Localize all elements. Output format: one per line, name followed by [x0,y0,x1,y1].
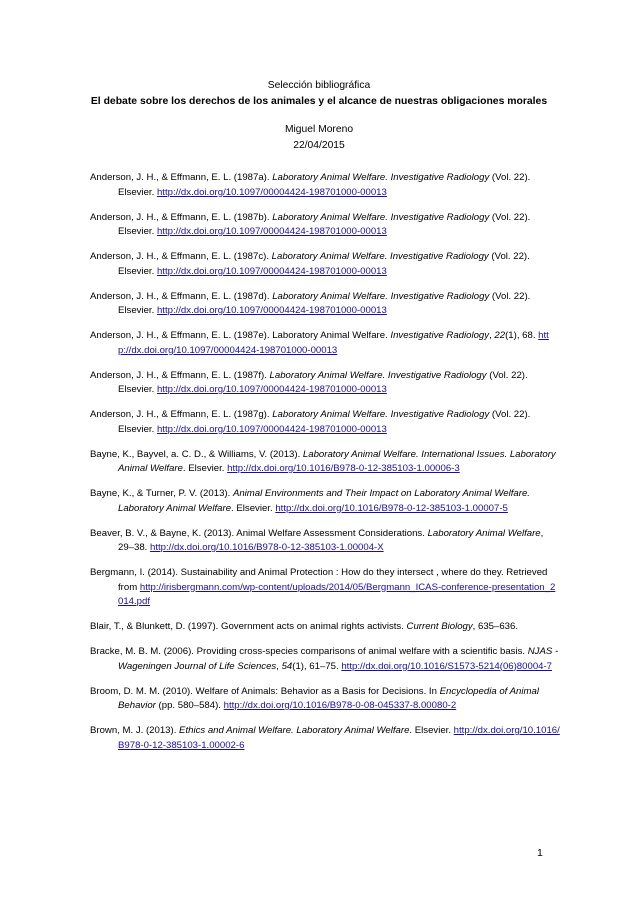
reference-entry [90,250,560,279]
reference-italic: Laboratory Animal Welfare. Investigative Radiology [272,211,490,223]
doi-link[interactable]: http://dx.doi.org/10.1097/00004424-198701000-00013 [156,265,387,277]
reference-italic: Animal Environments and Their Impact on Laboratory Animal Welfare. Laboratory Animal Welfare [118,488,530,514]
reference-text: (Vol. 22). Elsevier. [118,369,528,395]
reference-text: Anderson, J. H., & Effmann, E. L. (1987c). [90,251,272,262]
reference-text: Bayne, K., Bayvel, a. C. D., & Williams, V. (2013). [90,448,303,460]
section-label: Selección bibliográfica [267,80,371,91]
reference-text: Anderson, J. H., & Effmann, E. L. (1987b). [90,211,273,223]
doi-link[interactable]: http://dx.doi.org/10.1016/B978-0-08-045337-8.00080-2 [223,700,457,711]
reference-entry [90,645,560,674]
reference-text: (1), 68. [505,330,539,341]
document-title: El debate sobre los derechos de los animales y el alcance de nuestras obligaciones morales [90,96,548,107]
reference-entry [90,171,560,200]
doi-link[interactable]: http://dx.doi.org/10.1016/B978-0-12-385103-1.00006-3 [227,463,460,474]
reference-italic: NJAS - Wageningen Journal of Life Sciences [118,646,559,672]
reference-text: Anderson, J. H., & Effmann, E. L. (1987d). [90,290,273,302]
reference-italic: Encyclopedia of Animal Behavior [118,685,539,711]
reference-italic: Laboratory Animal Welfare. Investigative Radiology [269,369,487,381]
doi-link[interactable]: http://irisbergmann.com/wp-content/uploads/2014/05/Bergmann_ICAS-conference-presentation_2014.pdf [118,581,556,607]
reference-text: , 635–636. [472,621,519,632]
reference-italic: Current Biology [406,621,473,632]
reference-italic: Ethics and Animal Welfare. Laboratory Animal Welfare [179,725,410,736]
reference-entry [90,290,560,319]
doi-link[interactable]: http://dx.doi.org/10.1016/S1573-5214(06)80004-7 [341,660,553,672]
reference-entry [90,408,560,437]
reference-text: Bracke, M. B. M. (2006). Providing cross-species comparisons of animal welfare with a scientific basis. [90,646,528,657]
reference-text: (Vol. 22). Elsevier. [118,251,530,277]
reference-text: Bergmann, I. (2014). Sustainability and Animal Protection : How do they intersect , where do they. Retrieved from [90,567,548,593]
reference-italic: Investigative Radiology [390,330,490,341]
reference-entry [90,487,560,516]
reference-text: , 29–38. [118,527,544,553]
reference-text: , [489,330,495,341]
reference-entry [90,724,560,753]
reference-text: (Vol. 22). Elsevier. [118,409,531,435]
reference-entry [90,527,560,556]
doi-link[interactable]: http://dx.doi.org/10.1016/B978-0-12-385103-1.00004-X [150,542,384,553]
doi-link[interactable]: http://dx.doi.org/10.1016/B978-0-12-385103-1.00002-6 [118,725,560,751]
reference-italic: Laboratory Animal Welfare. Investigative Radiology [272,290,490,302]
reference-entry [90,211,560,240]
document-date: 22/04/2015 [293,140,345,151]
doi-link[interactable]: http://dx.doi.org/10.1097/00004424-198701000-00013 [156,384,387,395]
reference-text: Anderson, J. H., & Effmann, E. L. (1987a). [90,172,273,183]
reference-volume: 22 [494,330,506,341]
reference-text: (Vol. 22). Elsevier. [118,211,531,237]
reference-text: Anderson, J. H., & Effmann, E. L. (1987e). Laboratory Animal Welfare. [90,330,391,341]
reference-text: . Elsevier. [182,463,228,474]
doi-link[interactable]: http://dx.doi.org/10.1097/00004424-198701000-00013 [156,186,387,198]
reference-entry [90,620,560,635]
reference-italic: Laboratory Animal Welfare. Investigative Radiology [271,251,489,262]
doi-link[interactable]: http://dx.doi.org/10.1097/00004424-198701000-00013 [156,305,387,316]
reference-entry [90,448,560,477]
reference-italic: Laboratory Animal Welfare. Investigative Radiology [272,409,490,420]
reference-text: . Elsevier. [231,502,276,514]
doi-link[interactable]: http://dx.doi.org/10.1097/00004424-198701000-00013 [118,330,549,356]
reference-volume: 54 [281,660,293,672]
reference-text: Anderson, J. H., & Effmann, E. L. (1987g). [90,409,273,420]
reference-text: , [276,660,282,672]
reference-text: Blair, T., & Blunkett, D. (1997). Government acts on animal rights activists. [90,621,407,632]
doi-link[interactable]: http://dx.doi.org/10.1016/B978-0-12-385103-1.00007-5 [275,502,508,514]
reference-text: (pp. 580–584). [155,700,224,711]
reference-text: (Vol. 22). Elsevier. [118,172,531,198]
reference-entry [90,329,560,358]
reference-text: Anderson, J. H., & Effmann, E. L. (1987f). [90,369,270,381]
reference-italic: Laboratory Animal Welfare [427,527,541,539]
reference-entry [90,566,560,610]
reference-list [90,171,560,764]
reference-entry [90,685,560,714]
doi-link[interactable]: http://dx.doi.org/10.1097/00004424-198701000-00013 [156,226,387,237]
doi-link[interactable]: http://dx.doi.org/10.1097/00004424-198701000-00013 [156,423,387,435]
reference-text: Bayne, K., & Turner, P. V. (2013). [90,488,233,499]
reference-text: (1), 61–75. [292,660,342,672]
author-name: Miguel Moreno [284,124,354,135]
reference-text: Broom, D. M. M. (2010). Welfare of Animals: Behavior as a Basis for Decisions. In [90,685,440,697]
reference-text: Brown, M. J. (2013). [90,725,180,736]
document-header [0,78,638,154]
reference-text: (Vol. 22). Elsevier. [118,290,531,316]
reference-italic: Laboratory Animal Welfare. International Issues. Laboratory Animal Welfare [118,448,556,474]
reference-text: . Elsevier. [409,725,454,736]
reference-italic: Laboratory Animal Welfare. Investigative Radiology [272,172,490,183]
page-number: 1 [537,847,543,859]
reference-text: Beaver, B. V., & Bayne, K. (2013). Animal Welfare Assessment Considerations. [90,527,428,539]
reference-entry [90,369,560,398]
